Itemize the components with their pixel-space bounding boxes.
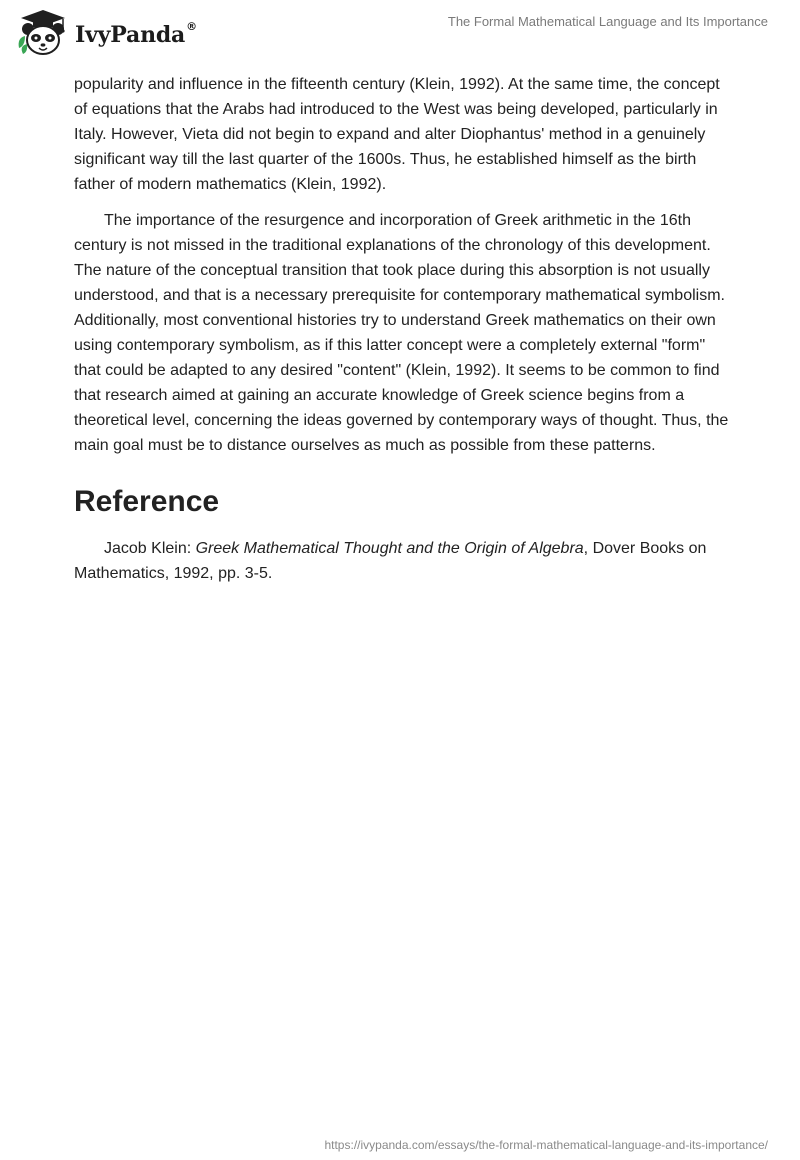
- reference-details: , Dover Books on Mathematics, 1992, pp. 3-5.: [74, 540, 707, 582]
- reference-entry: [74, 536, 734, 586]
- essay-body: [74, 72, 734, 586]
- body-paragraph-2: The importance of the resurgence and incorporation of Greek arithmetic in the 16th century is not missed in the traditional explanations of the chronology of this development. The nature of the conceptual transition that took place during this absorption is not usually understood, and that is a necessary prerequisite for contemporary mathematical symbolism. Additionally, most conventional histories try to understand Greek mathematics on their own using contemporary symbolism, as if this latter concept were a completely external "form" that could be adapted to any desired "content" (Klein, 1992). It seems to be common to find that research aimed at gaining an accurate knowledge of Greek science begins from a theoretical level, concerning the ideas governed by contemporary ways of thought. Thus, the main goal must be to distance ourselves as much as possible from these patterns.: [74, 212, 729, 454]
- body-paragraph-1: popularity and influence in the fifteenth century (Klein, 1992). At the same time, the concept of equations that the Arabs had introduced to the West was being developed, particularly in Italy. However, Vieta did not begin to expand and alter Diophantus' method in a genuinely significant way till the last quarter of the 1600s. Thus, he established himself as the birth father of modern mathematics (Klein, 1992).: [74, 76, 720, 193]
- ivypanda-logo[interactable]: [15, 8, 197, 58]
- brand-name: IvyPanda®: [75, 20, 197, 48]
- reference-title: Greek Mathematical Thought and the Origin of Algebra: [195, 540, 584, 557]
- registered-mark: ®: [186, 20, 197, 33]
- document-title: The Formal Mathematical Language and Its Importance: [447, 14, 768, 29]
- page-header: [0, 0, 800, 60]
- panda-graduate-icon: [15, 8, 71, 58]
- source-url-link[interactable]: https://ivypanda.com/essays/the-formal-mathematical-language-and-its-importance/: [324, 1138, 768, 1152]
- reference-heading: Reference: [74, 485, 220, 518]
- reference-author: Jacob Klein:: [104, 540, 196, 557]
